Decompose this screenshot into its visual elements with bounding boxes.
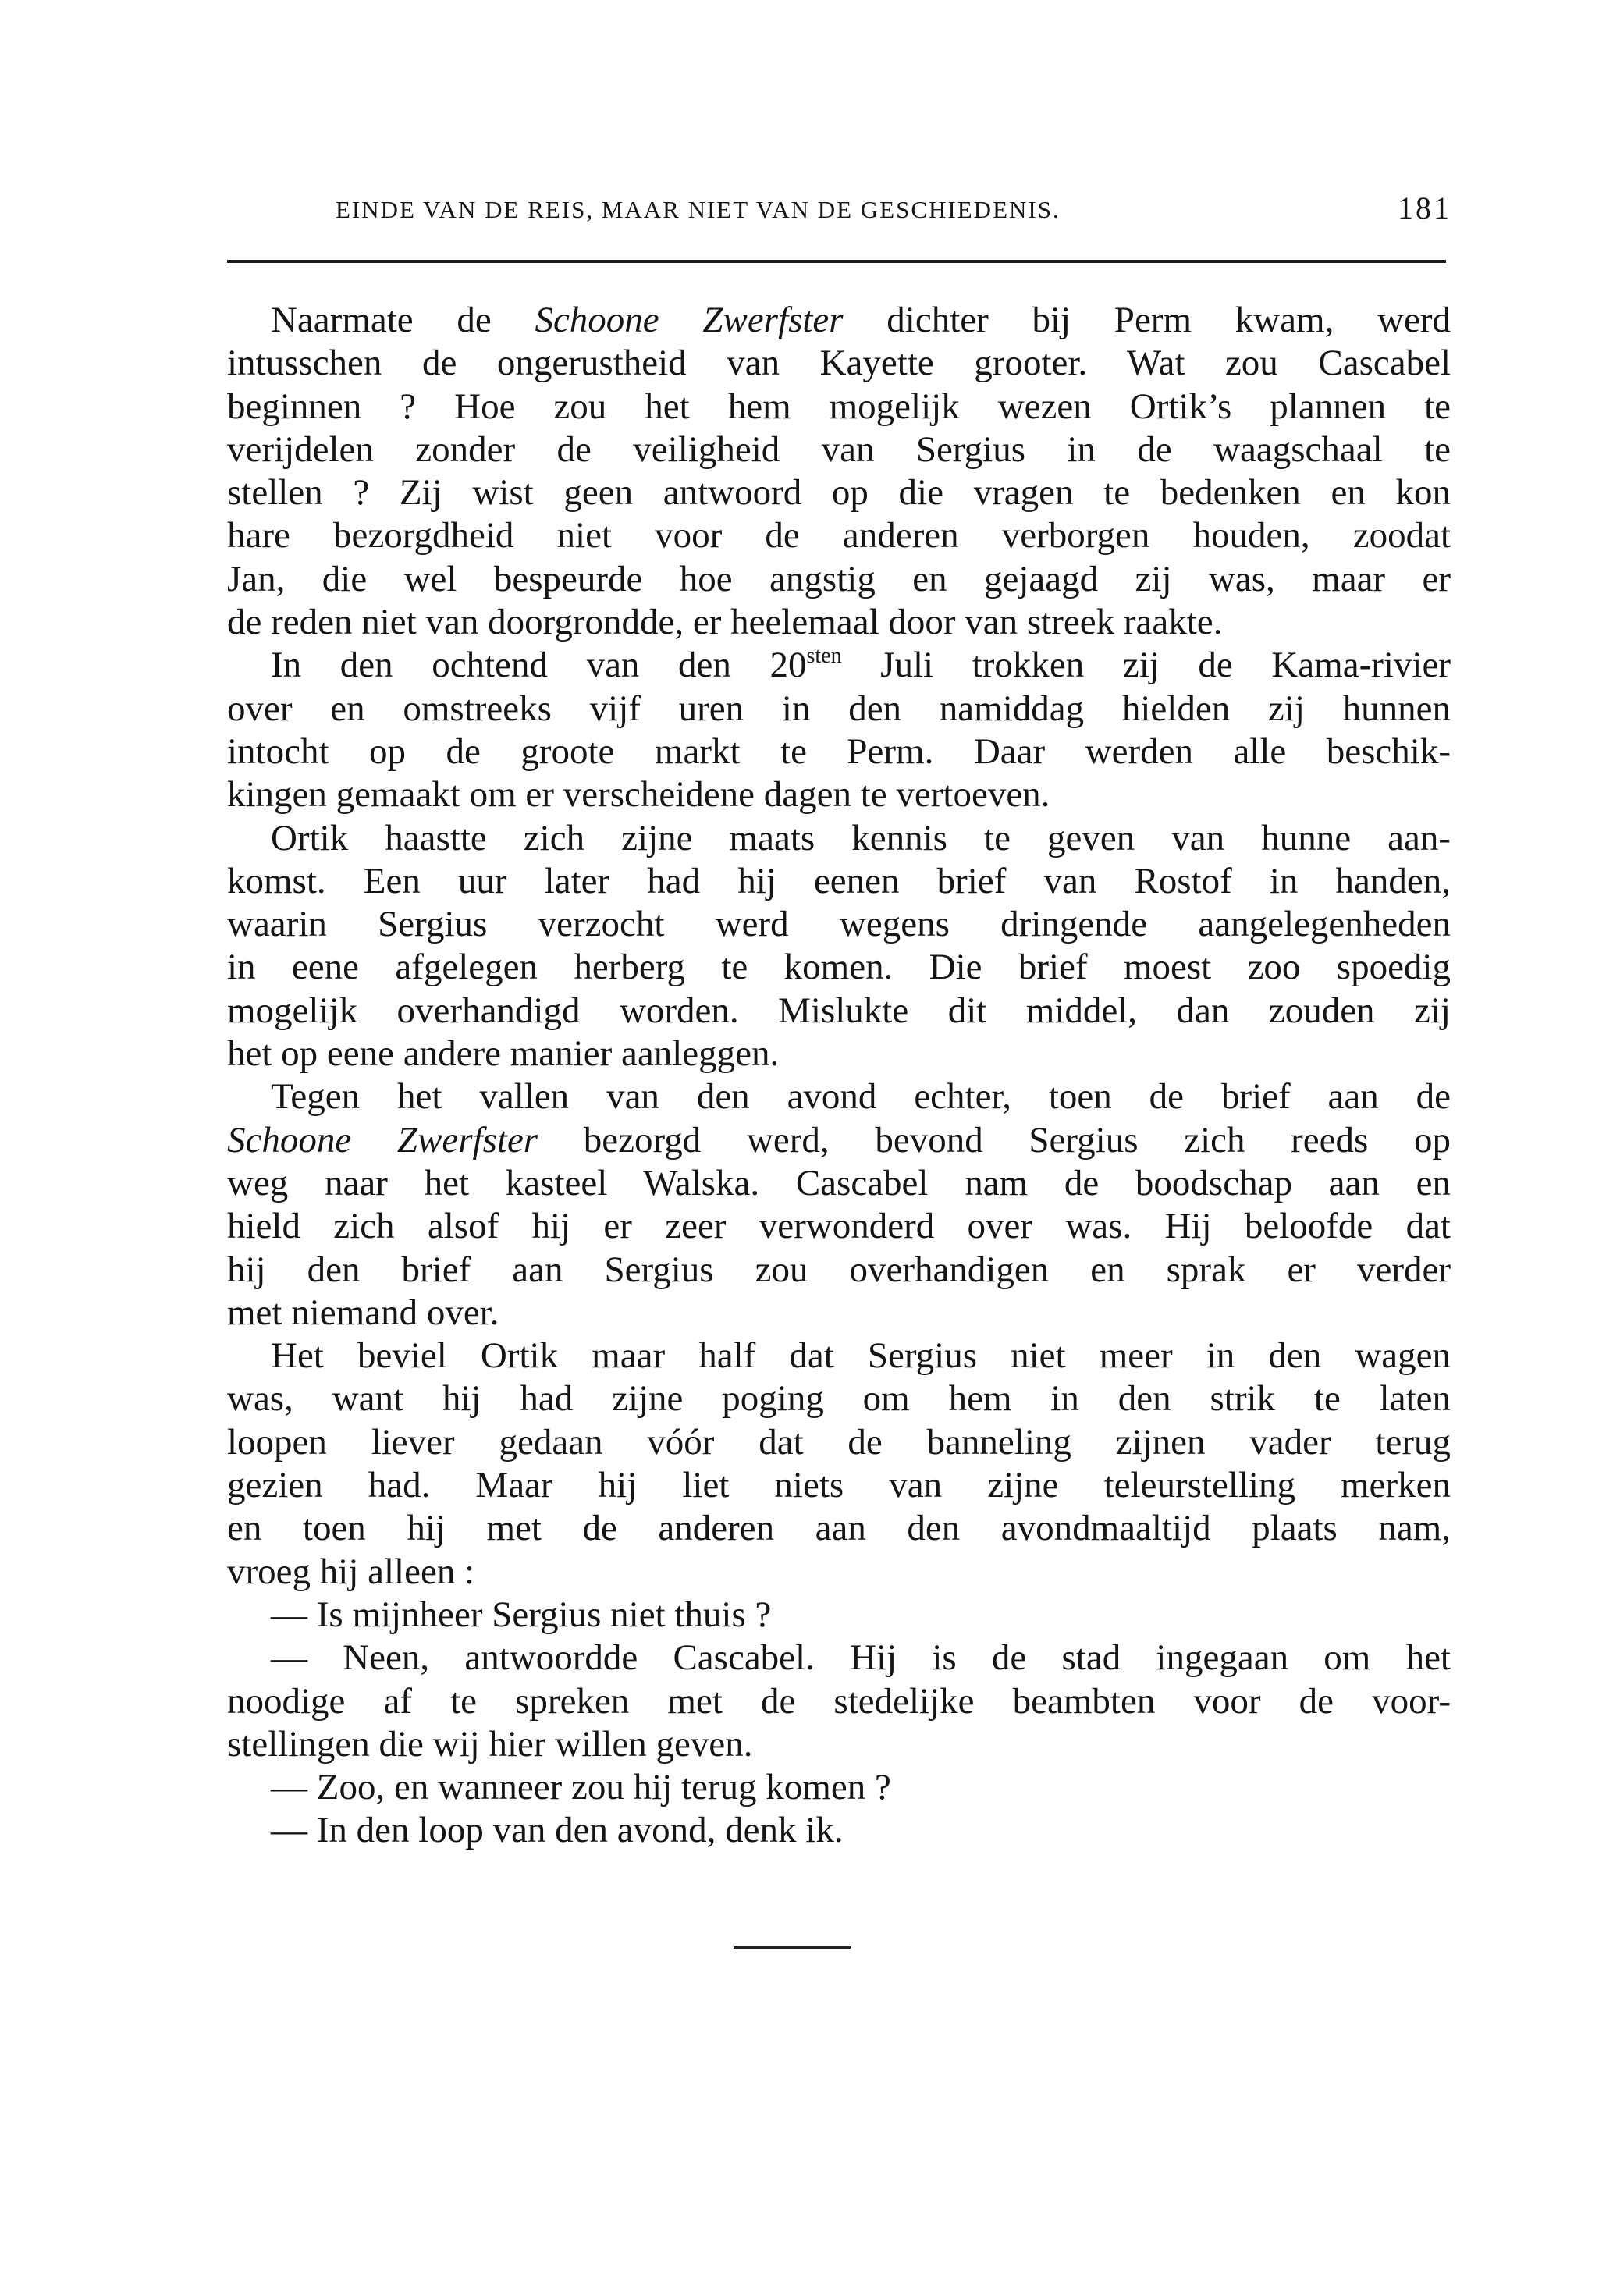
text-line [227, 817, 1451, 860]
text-line [227, 1723, 1451, 1766]
running-header [336, 190, 1451, 229]
text-segment: met niemand over. [227, 1292, 499, 1333]
text-line [227, 1766, 1451, 1809]
text-segment: en toen hij met de anderen aan den avondmaaltijd plaats nam, [227, 1508, 1451, 1549]
text-line [227, 1205, 1451, 1248]
text-line [227, 903, 1451, 946]
text-segment: intocht op de groote markt te Perm. Daar werden alle beschik- [227, 730, 1451, 772]
text-line [227, 1162, 1451, 1205]
text-segment: — Neen, antwoordde Cascabel. Hij is de stad ingegaan om het [271, 1637, 1451, 1679]
text-segment: in eene afgelegen herberg te komen. Die brief moest zoo spoedig [227, 947, 1451, 988]
text-line [227, 1680, 1451, 1723]
running-title: EINDE VAN DE REIS, MAAR NIET VAN DE GESCHIEDENIS. [336, 196, 1061, 223]
text-line [227, 860, 1451, 903]
text-segment: noodige af te spreken met de stedelijke beambten voor de voor- [227, 1680, 1451, 1722]
text-line [227, 990, 1451, 1032]
text-segment: weg naar het kasteel Walska. Cascabel nam de boodschap aan en [227, 1162, 1451, 1203]
text-segment: In den ochtend van den 20 [271, 645, 807, 686]
text-segment: waarin Sergius verzocht werd wegens dringende aangelegenheden [227, 904, 1451, 945]
text-line [227, 1809, 1451, 1852]
text-line [227, 1075, 1451, 1118]
text-line [227, 730, 1451, 773]
text-segment: verijdelen zonder de veiligheid van Sergius in de waagschaal te [227, 428, 1451, 470]
text-line [227, 299, 1451, 342]
text-line [227, 514, 1451, 557]
text-segment: vroeg hij alleen : [227, 1551, 475, 1592]
text-segment: Ortik haastte zich zijne maats kennis te geven van hunne aan- [271, 817, 1451, 858]
text-segment: — Is mijnheer Sergius niet thuis ? [271, 1594, 772, 1635]
text-segment: Tegen het vallen van den avond echter, toen de brief aan de [271, 1076, 1451, 1118]
text-line [227, 644, 1451, 687]
text-segment: stellen ? Zij wist geen antwoord op die vragen te bedenken en kon [227, 472, 1451, 514]
text-segment: Jan, die wel bespeurde hoe angstig en gejaagd zij was, maar er [227, 558, 1451, 599]
text-line [227, 428, 1451, 471]
text-line [227, 1421, 1451, 1464]
text-segment: Het beviel Ortik maar half dat Sergius niet meer in den wagen [271, 1335, 1451, 1377]
text-segment: gezien had. Maar hij liet niets van zijne teleurstelling merken [227, 1465, 1451, 1506]
text-line [227, 773, 1451, 816]
text-line [227, 1594, 1451, 1637]
body-text [227, 299, 1451, 1853]
italic-title: Schoone Zwerfster [227, 1119, 538, 1160]
text-line [227, 1292, 1451, 1335]
text-segment: stellingen die wij hier willen geven. [227, 1723, 753, 1765]
text-segment: Juli trokken zij de Kama-rivier [841, 645, 1451, 686]
text-segment: hare bezorgdheid niet voor de anderen verborgen houden, zoodat [227, 515, 1451, 556]
text-line [227, 1551, 1451, 1594]
text-segment: bezorgd werd, bevond Sergius zich reeds op [538, 1119, 1451, 1160]
page-number: 181 [1398, 190, 1451, 226]
text-segment: beginnen ? Hoe zou het hem mogelijk wezen Ortik’s plannen te [227, 386, 1451, 427]
text-line [227, 471, 1451, 514]
text-line [227, 386, 1451, 428]
text-segment: dichter bij Perm kwam, werd [843, 300, 1451, 340]
header-rule [227, 260, 1446, 263]
chapter-end-rule [734, 1946, 851, 1949]
text-segment: was, want hij had zijne poging om hem in den strik te laten [227, 1378, 1451, 1420]
text-line [227, 558, 1451, 601]
text-segment: over en omstreeks vijf uren in den namiddag hielden zij hunnen [227, 688, 1451, 729]
text-segment: mogelijk overhandigd worden. Mislukte dit middel, dan zouden zij [227, 990, 1451, 1031]
text-line [227, 1507, 1451, 1550]
text-segment: hij den brief aan Sergius zou overhandigen en sprak er verder [227, 1249, 1451, 1290]
text-line [227, 1119, 1451, 1162]
text-line [227, 1637, 1451, 1679]
text-line [227, 1335, 1451, 1377]
italic-title: Schoone Zwerfster [535, 300, 844, 340]
text-segment: — In den loop van den avond, denk ik. [271, 1810, 844, 1851]
text-line [227, 688, 1451, 730]
text-segment: kingen gemaakt om er verscheidene dagen te vertoeven. [227, 774, 1050, 816]
text-segment: het op eene andere manier aanleggen. [227, 1033, 780, 1075]
text-segment: — Zoo, en wanneer zou hij terug komen ? [271, 1767, 891, 1808]
text-segment: loopen liever gedaan vóór dat de banneling zijnen vader terug [227, 1421, 1451, 1463]
text-line [227, 342, 1451, 385]
text-segment: de reden niet van doorgrondde, er heelemaal door van streek raakte. [227, 602, 1223, 643]
text-segment: hield zich alsof hij er zeer verwonderd over was. Hij beloofde dat [227, 1206, 1451, 1247]
superscript: sten [806, 644, 842, 669]
text-line [227, 1464, 1451, 1507]
text-segment: komst. Een uur later had hij eenen brief van Rostof in handen, [227, 860, 1451, 901]
text-line [227, 1032, 1451, 1075]
text-line [227, 1377, 1451, 1420]
text-segment: Naarmate de [271, 300, 535, 340]
text-line [227, 946, 1451, 989]
text-segment: intusschen de ongerustheid van Kayette grooter. Wat zou Cascabel [227, 343, 1451, 384]
text-line [227, 601, 1451, 644]
text-line [227, 1249, 1451, 1292]
